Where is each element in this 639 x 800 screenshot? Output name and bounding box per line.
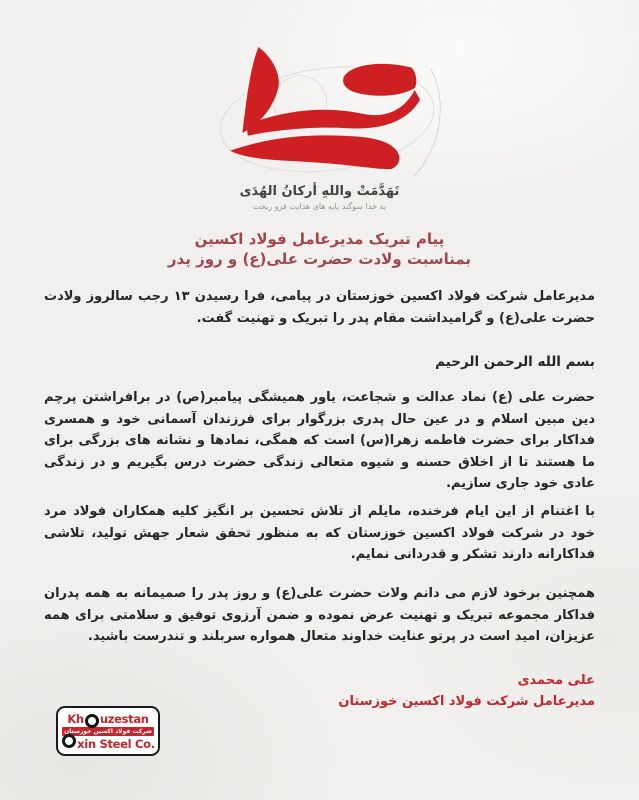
ali-calligraphy-icon — [196, 16, 462, 192]
body-paragraph: همچنین برخود لازم می دانم ولات حضرت علی(ع) و روز پدر را صمیمانه به همه پدران فداکار مجموعه تبریک و تهنیت عرض نموده و ضمن آرزوی توفیق و سلامتی برای همه عزیزان، امید است در پرتو عنایت خداوند متعال همواره سربلند و تندرست باشید. — [44, 586, 595, 644]
pipe-ring-icon — [62, 734, 76, 748]
caption-arabic-text: تَهَدَّمَتْ واللهِ أرکانُ الهُدَی — [239, 184, 400, 199]
logo-english-line-2 — [61, 738, 155, 750]
calligraphy-caption — [0, 184, 639, 213]
signature-role: مدیرعامل شرکت فولاد اکسین خوزستان — [338, 694, 595, 709]
page-title — [0, 229, 639, 269]
basmala-text: بسم الله الرحمن الرحیم — [435, 354, 595, 370]
logo-text-kh: Kh — [67, 711, 84, 726]
pipe-ring-icon — [85, 714, 99, 728]
title-line-2: بمناسبت ولادت حضرت علی(ع) و روز پدر — [167, 250, 472, 268]
logo-text-oxin-steel: xin Steel Co. — [77, 736, 155, 751]
caption-persian-text: به خدا سوگند پایه های هدایت فرو ریخت — [253, 202, 386, 211]
logo-english-line-1 — [67, 713, 148, 725]
signature-name: علی محمدی — [517, 673, 595, 688]
logo-persian-band: شرکت فولاد اکسین خوزستان — [62, 727, 154, 736]
signature-block — [338, 670, 595, 712]
body-paragraph: حضرت علی (ع) نماد عدالت و شجاعت، یاور همیشگی پیامبر(ص) در برافراشتن پرچم دین مبین اسلام و در عین حال پدری بزرگوار برای فرزندان آسمانی خود و همسری فداکار برای حضرت فاطمه زهرا(س) است که همگی، نمادها و نشانه های بزرگی برای ما هستند تا از اخلاق حسنه و شیوه متعالی زندگی حضرت درس بگیریم و در زندگی عادی خود جاری سازیم. — [44, 390, 595, 491]
logo-text-uzestan: uzestan — [99, 711, 149, 726]
body-paragraph: با اغتنام از این ایام فرخنده، مایلم از تلاش تحسین بر انگیز کلیه همکاران فولاد مرد خود در شرکت فولاد اکسین خوزستان که به منظور تحقق شعار جهش تولید، تلاشی فداکارانه دارند تشکر و قدردانی نمایم. — [44, 504, 595, 562]
company-logo — [56, 706, 160, 756]
lead-paragraph: مدیرعامل شرکت فولاد اکسین خوزستان در پیامی، فرا رسیدن ۱۳ رجب سالروز ولادت حضرت علی(ع) و گرامیداشت مقام پدر را تبریک و تهنیت گفت. — [44, 289, 595, 326]
title-line-1: پیام تبریک مدیرعامل فولاد اکسین — [194, 230, 445, 248]
